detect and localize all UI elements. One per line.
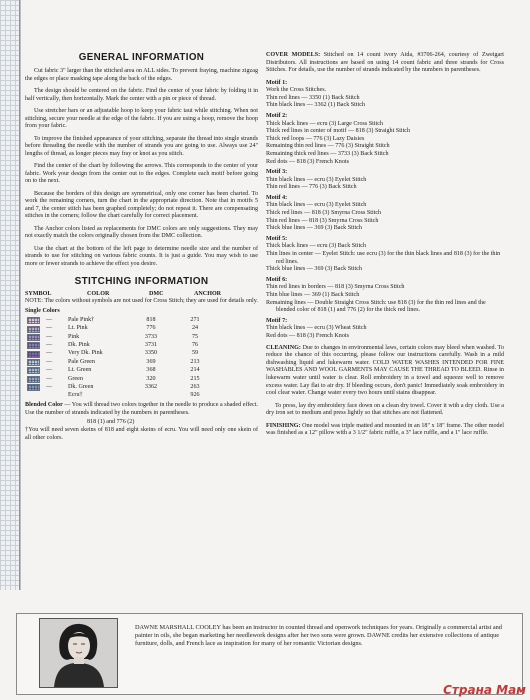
- general-paragraph: Cut fabric 3" larger than the stitched area on ALL sides. To prevent fraying, machine zigzag the edges or place masking tape along the back of the edges.: [25, 68, 258, 82]
- chart-symbol-swatch: [27, 351, 40, 358]
- motif-instruction-line: Work the Cross Stitches.: [266, 87, 327, 94]
- blended-color-text: — You will thread two colors together in the needle to produce a shaded effect. Use the number of strands indicated by the numbers in parentheses.: [25, 402, 259, 416]
- dmc-number: 3731: [144, 341, 158, 348]
- stitching-information-heading: STITCHING INFORMATION: [74, 275, 209, 287]
- color-key-row: [25, 384, 258, 392]
- cover-models-label: COVER MODELS:: [266, 52, 321, 58]
- designer-bio-text: DAWNE MARSHALL COOLEY has been an instructor in counted thread and openwork techniques for years. Originally a commercial artist and painter in oils, she began marketing her needlework designs after her two sons were grown. DAWNE credits her extensive collections of antique furniture, dolls, and French lace as inspiration for many of her romantic Victorian designs.: [135, 624, 502, 648]
- pressing-text: To press, lay dry embroidery face down on a clean dry towel. Cover it with a dry cloth. Use a dry iron set to medium and press lightly so that stitches are not flattened.: [266, 402, 504, 417]
- motif-instruction-line: Remaining thick red lines — 3733 (3) Back Stitch: [266, 150, 389, 157]
- motif-instruction-line: Thick red lines — 818 (3) Smyrna Cross Stitch: [266, 210, 382, 217]
- dmc-number: 3350: [144, 350, 158, 357]
- chart-symbol-swatch: [27, 334, 40, 341]
- motif-instruction-line: Red dots — 818 (3) French Knots: [266, 158, 349, 165]
- color-key-row: [25, 342, 258, 350]
- motif-instruction-line: Thin red lines — 3350 (1) Back Stitch: [266, 94, 360, 101]
- general-paragraph: To improve the finished appearance of your stitching, separate the thread into single strands before threading the needle with the number of strands you are going to use. Always use 24" lengths of thread, as longer pieces may fray or knot as you stitch.: [25, 135, 258, 157]
- dmc-number: 320: [146, 375, 156, 382]
- color-name: Pale Green: [68, 358, 95, 365]
- general-paragraph: The Anchor colors listed as replacements for DMC colors are only suggestions. They may not exactly match the colors originally chosen from the DMC collection.: [25, 225, 258, 240]
- motif-instruction-line: Thin black lines — 3362 (1) Back Stitch: [266, 102, 366, 109]
- motif-instruction-line: Remaining thin red lines — 776 (3) Straight Stitch: [266, 143, 390, 150]
- chart-symbol-swatch: [27, 342, 40, 349]
- color-key-row: [25, 367, 258, 375]
- motif-instruction-line: Thin lines in center — Eyelet Stitch: use ecru (3) for the thin black lines and 818 (3) for the thin red lines.: [266, 251, 501, 265]
- chart-symbol-swatch: [27, 367, 40, 374]
- dash-separator: —: [46, 375, 53, 382]
- motif-instruction-line: Thick blue lines — 369 (3) Back Stitch: [266, 266, 362, 273]
- blended-color-label: Blended Color: [25, 402, 63, 409]
- dash-separator: —: [46, 383, 53, 390]
- color-key-row: [25, 350, 258, 358]
- anchor-number: 271: [190, 316, 200, 323]
- site-watermark: Страна Мам: [443, 683, 526, 697]
- dash-separator: —: [46, 325, 53, 332]
- motif-instruction-line: Thin red lines in borders — 818 (3) Smyrna Cross Stitch: [266, 284, 405, 291]
- motif-heading: Motif 4:: [266, 194, 288, 201]
- designer-portrait-image: [40, 619, 117, 687]
- color-key-row: [25, 316, 258, 324]
- anchor-number: 214: [190, 367, 200, 374]
- general-paragraph: Use stretcher bars or an adjustable hoop to keep your fabric taut while stitching. When not stitching, secure your needle at the edge of the fabric. If you are using a hoop, remove the hoop from your fabric.: [25, 107, 258, 130]
- skein-footnote: †You will need seven skeins of 818 and eight skeins of ecru. You will need only one skein of all other colors.: [25, 427, 258, 441]
- motif-instruction-line: Thin black lines — ecru (3) Eyelet Stitch: [266, 202, 367, 209]
- cleaning-text: Due to changes in environmental laws, certain colors may bleed when washed. To reduce the chance of this occurring, please follow our instructions carefully. Wash in a mild dishwashing liquid and lukewarm water. COLD WATER WASHES INTENDED FOR FINE WASHABLES AND WOOL GARMENTS MAY CAUSE THE THREAD TO BLEED. Rinse in lukewarm water until water is clear. Roll embroidery in a towel and squeeze well to remove excess water. Lay flat to air dry. If bleeding occurs, don't panic! Immediately soak embroidery in cool clear water. Change water every two hours until stains disappear.: [266, 344, 504, 397]
- chart-symbol-swatch: [27, 317, 40, 324]
- designer-photo: [39, 618, 118, 688]
- cleaning-label: CLEANING:: [266, 344, 301, 351]
- color-key-row: [25, 375, 258, 383]
- color-key-row: [25, 358, 258, 366]
- motif-instruction-line: Thin red lines — 776 (3) Back Stitch: [266, 184, 357, 191]
- chart-grid-margin: [0, 0, 21, 590]
- motif-heading: Motif 2:: [266, 112, 288, 119]
- chart-symbol-swatch: [27, 326, 40, 333]
- cover-models-text: Stitched on 14 count ivory Aida, #3706-264, courtesy of Zweigart Distributors. All instructions are based on using 14 count fabric and three strands for Cross Stitches. For details, use the number of strands indicated by the numbers in parentheses.: [266, 52, 504, 74]
- dash-separator: —: [46, 316, 53, 323]
- blended-values: 818 (1) and 776 (2): [87, 418, 135, 425]
- single-colors-label: Single Colors: [25, 307, 60, 314]
- blended-color-section: [25, 402, 258, 442]
- dmc-number: 3362: [144, 383, 158, 390]
- color-name: Pale Pink†: [68, 316, 95, 323]
- color-name: Dk. Pink: [68, 341, 90, 348]
- motif-heading: Motif 5:: [266, 235, 288, 242]
- dmc-number: 3733: [144, 333, 158, 340]
- motif-heading: Motif 1:: [266, 79, 288, 86]
- color-name: Very Dk. Pink: [68, 350, 103, 357]
- motif-instruction-line: Thick red loops — 776 (3) Lazy Daisies: [266, 135, 365, 142]
- motif-instruction-line: Red dots — 818 (3) French Knots: [266, 332, 349, 339]
- color-name: Lt. Green: [68, 367, 92, 374]
- motif-instruction-line: Thin black lines — ecru (3) Wheat Stitch: [266, 325, 367, 332]
- dash-separator: —: [46, 341, 53, 348]
- dash-separator: —: [46, 367, 53, 374]
- color-column-header: COLOR: [87, 290, 110, 297]
- chart-symbol-swatch: [27, 359, 40, 366]
- color-name: Lt. Pink: [68, 325, 88, 332]
- general-paragraph: Use the chart at the bottom of the left page to determine needle size and the number of strands to use for stitching on various fabric counts. It is just a guide. You may wish to use more or fewer strands to achieve the effect you desire.: [25, 245, 258, 268]
- anchor-number: 213: [190, 358, 200, 365]
- anchor-number: 24: [191, 325, 199, 332]
- anchor-number: 926: [190, 392, 200, 399]
- anchor-number: 263: [190, 383, 200, 390]
- color-key-row: [25, 325, 258, 333]
- anchor-number: 75: [191, 333, 199, 340]
- color-name: Dk. Green: [68, 383, 94, 390]
- general-paragraph: The design should be centered on the fabric. Find the center of your fabric by folding it in half vertically, then horizontally. Mark the center with a pin or piece of thread.: [25, 87, 258, 102]
- anchor-number: 76: [191, 341, 199, 348]
- right-column: [266, 52, 504, 443]
- color-key-row: [25, 392, 258, 400]
- symbols-note: NOTE: The colors without symbols are not used for Cross Stitch; they are used for details only.: [25, 298, 258, 305]
- dash-separator: —: [46, 350, 53, 357]
- motif-heading: Motif 6:: [266, 276, 288, 283]
- symbol-column-header: SYMBOL: [25, 290, 52, 297]
- motif-instruction-line: Remaining lines — Double Straight Cross Stitch: use 818 (3) for the thin red lines and the blended color of 818 (1) and 776 (2) for the thick red lines.: [266, 299, 486, 314]
- general-paragraph: Find the center of the chart by following the arrows. This corresponds to the center of your fabric. Work your design from the center out to the edges. Complete each motif before going on to the next.: [25, 163, 258, 185]
- color-name: Green: [68, 375, 83, 382]
- dash-separator: —: [46, 358, 53, 365]
- motif-heading: Motif 7:: [266, 317, 288, 324]
- anchor-column-header: ANCHOR: [194, 290, 222, 297]
- motif-instruction-line: Thick red lines in center of motif — 818 (3) Straight Stitch: [266, 128, 411, 135]
- color-name: Pink: [68, 333, 80, 340]
- finishing-text: One model was triple matted and mounted in an 18" x 18" frame. The other model was finished as a 12" pillow with a 3 1/2" fabric ruffle, a 3" lace ruffle, and a 1" lace ruffle.: [266, 422, 504, 437]
- motif-instruction-line: Thin blue lines — 369 (1) Back Stitch: [266, 292, 360, 299]
- color-key-table: [25, 316, 258, 400]
- dash-separator: —: [46, 333, 53, 340]
- dmc-number: 776: [146, 325, 156, 332]
- anchor-number: 59: [191, 350, 199, 357]
- motif-instruction-line: Thin red lines — 818 (3) Smyrna Cross Stitch: [266, 217, 379, 224]
- general-information-heading: GENERAL INFORMATION: [78, 52, 205, 63]
- color-name: Ecru†: [68, 392, 83, 399]
- motif-instruction-line: Thick blue lines — 369 (3) Back Stitch: [266, 225, 362, 232]
- color-key-row: [25, 333, 258, 341]
- chart-edge-line: [19, 0, 20, 590]
- anchor-number: 215: [190, 375, 200, 382]
- chart-symbol-swatch: [27, 376, 40, 383]
- chart-symbol-swatch: [27, 384, 40, 391]
- finishing-label: FINISHING:: [266, 422, 301, 429]
- dmc-number: 368: [146, 367, 156, 374]
- dmc-number: 369: [146, 358, 156, 365]
- dmc-number: 818: [146, 316, 156, 323]
- left-column: [25, 52, 258, 442]
- motif-instruction-line: Thick black lines — ecru (3) Large Cross Stitch: [266, 120, 383, 127]
- motif-instructions: [266, 80, 504, 341]
- general-paragraph: Because the borders of this design are symmetrical, only one corner has been charted. To work the remaining corners, turn the chart in the appropriate direction. Note that in motifs 5 and 7, the center stitch has been graphed completely; do not repeat it. There are compensating stitches in the corners; follow the chart carefully for correct placement.: [25, 190, 258, 220]
- motif-heading: Motif 3:: [266, 169, 288, 176]
- dmc-column-header: DMC: [149, 290, 164, 297]
- motif-instruction-line: Thin black lines — ecru (3) Eyelet Stitch: [266, 176, 367, 183]
- motif-instruction-line: Thick black lines — ecru (3) Back Stitch: [266, 243, 367, 250]
